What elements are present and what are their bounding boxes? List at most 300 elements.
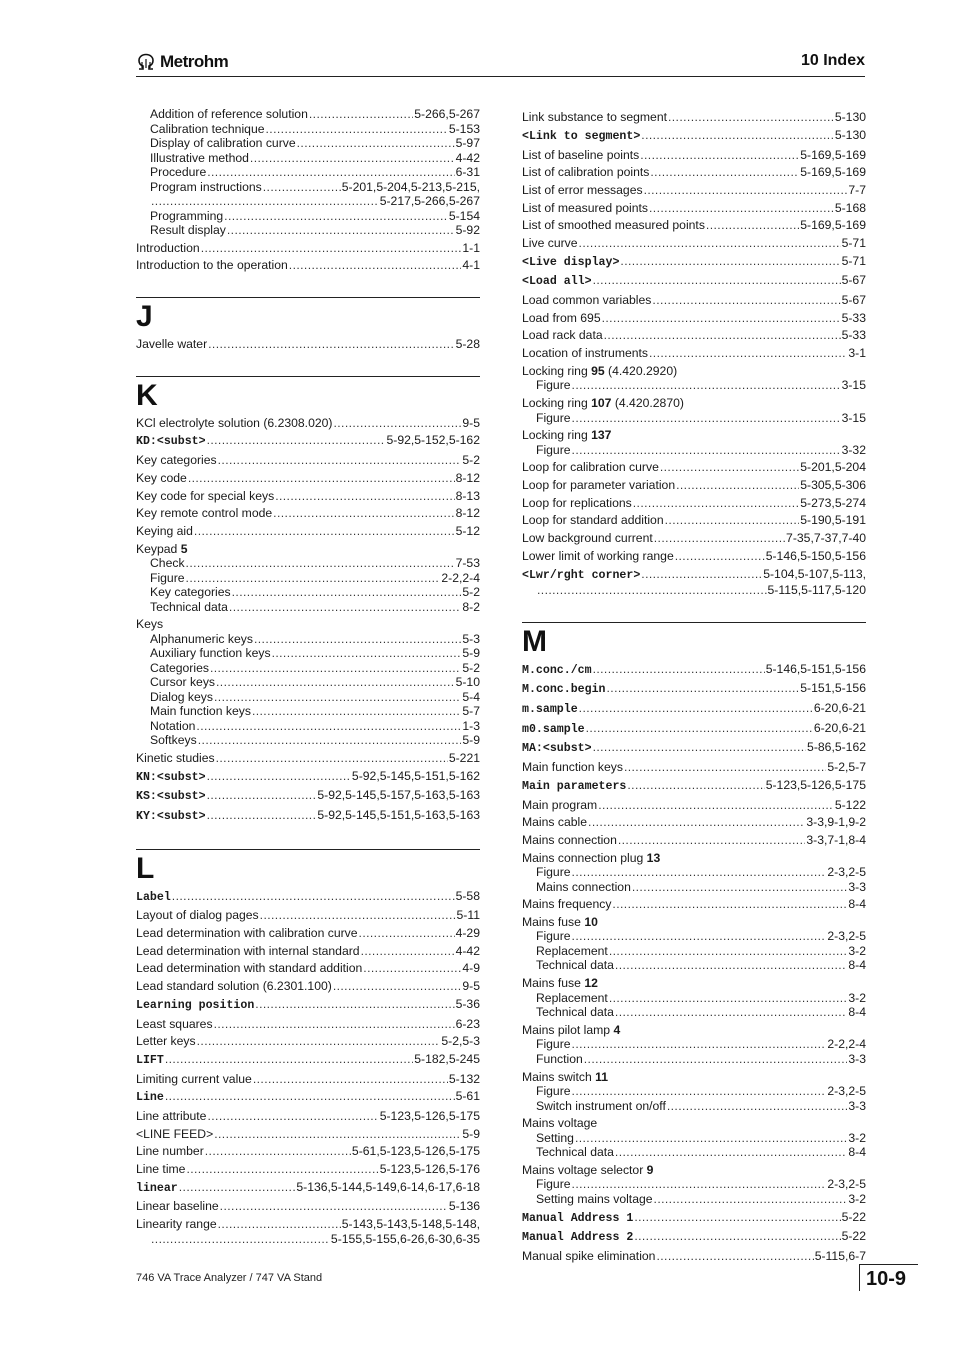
dot-leader — [179, 1180, 296, 1195]
part-number: (4.420.2870) — [611, 396, 684, 410]
dot-leader — [220, 1199, 448, 1214]
index-subentry — [522, 1145, 866, 1160]
dot-leader — [572, 1084, 827, 1099]
entry-term: Illustrative method — [150, 150, 249, 165]
index-subentry — [136, 733, 480, 748]
dot-leader — [186, 1162, 378, 1177]
entry-term: Line attribute — [136, 1108, 207, 1123]
entry-term: Keying aid — [136, 523, 193, 538]
item-number: 13 — [643, 850, 661, 865]
index-entry — [522, 1229, 866, 1246]
entry-pages: 5-10 — [455, 675, 480, 690]
index-entry — [136, 471, 480, 486]
index-subentry — [136, 632, 480, 647]
index-entry — [522, 815, 866, 830]
entry-pages: 5-22 — [841, 1229, 866, 1244]
index-entry — [136, 1017, 480, 1032]
index-subentry — [522, 944, 866, 959]
entry-pages: 3-3 — [848, 1051, 866, 1066]
dot-leader — [214, 1127, 461, 1142]
dot-leader — [649, 346, 847, 361]
entry-term: Key categories — [136, 453, 217, 468]
entry-pages: 1-3 — [462, 718, 480, 733]
entry-term: Technical data — [150, 599, 228, 614]
entry-pages: 5-115,6-7 — [814, 1248, 866, 1263]
entry-pages: 9-5 — [462, 979, 480, 994]
dot-leader — [572, 865, 827, 880]
dot-leader — [572, 378, 841, 393]
index-entry — [522, 496, 866, 511]
dot-leader — [218, 453, 462, 468]
index-entry — [522, 346, 866, 361]
entry-term: Main program — [522, 797, 598, 812]
entry-term: <LINE FEED> — [136, 1126, 214, 1141]
index-entry — [136, 1034, 480, 1049]
entry-term: Manual Address 1 — [522, 1211, 634, 1225]
entry-term: MA:<subst> — [522, 742, 592, 756]
dot-leader — [224, 209, 448, 224]
entry-pages: 5-2 — [462, 660, 480, 675]
dot-leader — [165, 1089, 455, 1104]
entry-pages: 5-122 — [834, 797, 866, 812]
entry-term: Load from 695 — [522, 310, 601, 325]
index-entry — [136, 889, 480, 906]
entry-pages: 2-3,2-5 — [827, 929, 866, 944]
index-subentry — [522, 1084, 866, 1099]
entry-term: Kinetic studies — [136, 750, 215, 765]
index-entry — [136, 416, 480, 431]
entry-pages: 5-115,5-117,5-120 — [767, 583, 866, 597]
index-entry — [522, 513, 866, 528]
dot-leader — [579, 701, 813, 716]
entry-term: Mains connection — [536, 879, 631, 894]
dot-leader — [633, 496, 800, 511]
dot-leader — [584, 1052, 848, 1067]
entry-term: Program instructions — [150, 179, 262, 194]
entry-pages: 5-123,5-126,5-175 — [765, 777, 866, 792]
dot-leader — [186, 571, 441, 586]
index-section-j — [136, 297, 480, 352]
entry-term: Figure — [536, 1037, 571, 1052]
index-subentry — [522, 1099, 866, 1114]
dot-leader — [289, 258, 462, 273]
index-entry — [136, 337, 480, 352]
entry-term: Calibration technique — [150, 121, 265, 136]
entry-pages: 3-15 — [841, 410, 866, 425]
entry-pages: 4-42 — [455, 150, 480, 165]
entry-term: Location of instruments — [522, 346, 649, 361]
dot-leader — [207, 165, 454, 180]
index-subentry — [522, 958, 866, 973]
entry-pages: 5-201,5-204 — [800, 460, 866, 475]
entry-pages: 3-15 — [841, 378, 866, 393]
dot-leader — [255, 997, 454, 1012]
dot-leader — [263, 180, 341, 195]
index-entry — [136, 1217, 480, 1232]
entry-term: Auxiliary function keys — [150, 646, 271, 661]
entry-term: Mains cable — [522, 815, 588, 830]
entry-term: Mains fuse 10 — [522, 914, 598, 929]
entry-term: Layout of dialog pages — [136, 908, 259, 923]
entry-pages: 3-3,7-1,8-4 — [806, 832, 866, 847]
omega-icon — [136, 53, 156, 71]
index-entry — [136, 1109, 480, 1124]
dot-leader — [361, 944, 455, 959]
index-entry — [522, 1023, 866, 1038]
index-entry — [136, 1199, 480, 1214]
dot-leader — [188, 471, 455, 486]
entry-term: <Lwr/rght corner> — [522, 568, 641, 582]
dot-leader — [194, 524, 455, 539]
entry-pages: 6-20,6-21 — [813, 701, 866, 716]
entry-term: Locking ring 137 — [522, 428, 612, 443]
entry-term: Alphanumeric keys — [150, 631, 253, 646]
entry-pages: 5-67 — [841, 273, 866, 288]
dot-leader — [232, 585, 462, 600]
item-number: 12 — [580, 976, 598, 991]
entry-term: Linearity range — [136, 1217, 217, 1232]
entry-term: Link substance to segment — [522, 110, 667, 125]
section-letter: J — [136, 299, 153, 333]
index-entry — [136, 1127, 480, 1142]
entry-term: Mains connection plug 13 — [522, 850, 661, 865]
dot-leader — [654, 1192, 848, 1207]
entry-pages: 8-12 — [455, 506, 480, 521]
dot-leader — [216, 751, 448, 766]
entry-pages: 2-3,2-5 — [827, 1177, 866, 1192]
footer-product: 746 VA Trace Analyzer / 747 VA Stand — [136, 1272, 323, 1284]
entry-term: Mains pilot lamp 4 — [522, 1022, 621, 1037]
entry-pages: 3-3 — [848, 1098, 866, 1113]
entry-term: Figure — [536, 410, 571, 425]
index-entry — [136, 961, 480, 976]
dot-leader — [656, 1249, 813, 1264]
dot-leader — [297, 136, 455, 151]
entry-pages: 5-123,5-126,5-176 — [379, 1162, 480, 1176]
index-subentry — [522, 443, 866, 458]
dot-leader — [208, 337, 454, 352]
entry-pages: 5-97 — [455, 136, 480, 150]
entry-pages: 5-168 — [834, 200, 866, 215]
dot-leader — [572, 411, 841, 426]
dot-leader — [615, 1005, 847, 1020]
index-entry — [522, 681, 866, 698]
index-entry — [522, 364, 866, 379]
dot-leader — [602, 311, 841, 326]
entry-term: Loop for parameter variation — [522, 478, 676, 493]
entry-pages: 8-4 — [848, 1145, 866, 1160]
dot-leader — [198, 733, 462, 748]
entry-term: Figure — [150, 570, 185, 585]
dot-leader — [333, 979, 462, 994]
index-subentry — [136, 151, 480, 166]
index-subentry — [522, 991, 866, 1006]
entry-pages: 5-136,5-144,5-149,6-14,6-17,6-18 — [296, 1179, 480, 1194]
entry-term: Categories — [150, 660, 209, 675]
entry-pages: 5-12 — [455, 523, 480, 538]
entry-term: m.sample — [522, 703, 578, 717]
entry-pages: 5-146,5-151,5-156 — [765, 661, 866, 676]
entry-pages: 5-169,5-169 — [800, 147, 866, 162]
item-number: 9 — [643, 1162, 654, 1177]
entry-term: Introduction to the operation — [136, 258, 288, 273]
section-letter: K — [136, 378, 158, 412]
index-entry — [522, 778, 866, 795]
dot-leader — [593, 273, 841, 288]
entry-term: Function — [536, 1051, 583, 1066]
entry-pages: 3-2 — [848, 990, 866, 1005]
index-entry — [522, 976, 866, 991]
entry-pages: 5-217,5-266,5-267 — [379, 194, 480, 208]
index-entry — [522, 293, 866, 308]
index-subentry — [522, 1052, 866, 1067]
dot-leader — [665, 513, 800, 528]
dot-leader — [201, 241, 462, 256]
entry-term: <Live display> — [522, 255, 620, 269]
entry-term: Mains frequency — [522, 897, 612, 912]
entry-pages: 5-305,5-306 — [800, 478, 866, 493]
dot-leader — [634, 1229, 840, 1244]
entry-pages: 5-130 — [834, 127, 866, 142]
index-entry — [522, 897, 866, 912]
index-subentry — [522, 1131, 866, 1146]
index-entry — [522, 1249, 866, 1264]
entry-pages: 5-153 — [448, 121, 480, 136]
index-entry — [522, 165, 866, 180]
entry-term: Letter keys — [136, 1034, 196, 1049]
entry-term: Softkeys — [150, 733, 197, 748]
entry-term: Low background current — [522, 531, 653, 546]
index-entry — [522, 1163, 866, 1178]
index-entry — [136, 997, 480, 1014]
entry-pages: 5-143,5-143,5-148,5-148, — [341, 1217, 480, 1232]
entry-term: Technical data — [536, 1145, 614, 1160]
entry-pages: 5-61 — [455, 1089, 480, 1104]
index-subentry — [136, 556, 480, 571]
entry-term: Lower limit of working range — [522, 548, 674, 563]
entry-term: Procedure — [150, 165, 207, 179]
index-subentry — [522, 1037, 866, 1052]
entry-pages: 7-35,7-37,7-40 — [786, 531, 866, 546]
dot-leader — [207, 1109, 378, 1124]
dot-leader — [676, 478, 799, 493]
entry-term: Main parameters — [522, 779, 627, 793]
entry-pages: 6-31 — [455, 165, 480, 179]
index-entry — [136, 788, 480, 805]
entry-term: Figure — [536, 1084, 571, 1098]
entry-term: Technical data — [536, 1005, 614, 1020]
entry-pages: 8-4 — [848, 897, 866, 912]
entry-pages: 8-4 — [848, 1005, 866, 1020]
index-entry — [522, 396, 866, 411]
entry-term: List of smoothed measured points — [522, 218, 705, 233]
entry-pages: 5-11 — [456, 908, 480, 923]
dot-leader — [309, 107, 413, 122]
index-entry — [522, 915, 866, 930]
dot-leader — [593, 740, 806, 755]
entry-term: Display of calibration curve — [150, 136, 296, 150]
index-entry — [522, 531, 866, 546]
entry-term: <Link to segment> — [522, 129, 641, 143]
index-entry — [522, 218, 866, 233]
index-subentry — [136, 661, 480, 676]
entry-term: Check — [150, 556, 185, 571]
entry-pages: 5-136 — [448, 1199, 480, 1214]
index-entry — [522, 760, 866, 775]
dot-leader — [632, 880, 848, 895]
index-entry — [522, 148, 866, 163]
dot-leader — [649, 201, 834, 216]
entry-pages: 5-130 — [834, 110, 866, 125]
item-number: 4 — [610, 1022, 621, 1037]
index-column-right — [522, 107, 866, 1263]
entry-term: Notation — [150, 718, 196, 733]
entry-term: List of baseline points — [522, 147, 640, 162]
brand-name: Metrohm — [160, 52, 229, 71]
dot-leader — [593, 662, 765, 677]
entry-term: Learning position — [136, 998, 255, 1012]
dot-leader — [207, 433, 386, 448]
entry-pages: 4-1 — [462, 258, 480, 273]
entry-pages: 5-2,5-7 — [827, 760, 866, 775]
entry-pages: 5-92,5-145,5-157,5-163,5-163 — [317, 788, 480, 803]
page-header — [136, 50, 865, 77]
entry-pages: 5-190,5-191 — [800, 513, 866, 528]
entry-pages: 5-266,5-267 — [414, 107, 480, 121]
index-entry — [136, 433, 480, 450]
index-subentry — [136, 571, 480, 586]
index-entry — [522, 1210, 866, 1227]
dot-leader — [275, 489, 454, 504]
entry-pages: 5-61,5-123,5-126,5-175 — [351, 1144, 480, 1159]
entry-pages: 5-92,5-145,5-151,5-163,5-163 — [317, 808, 480, 822]
index-entry — [522, 567, 866, 584]
dot-leader — [668, 110, 834, 125]
entry-term: Switch instrument on/off — [536, 1098, 666, 1113]
entry-term: Figure — [536, 929, 571, 944]
index-entry — [136, 1232, 480, 1247]
entry-term: Technical data — [536, 958, 614, 973]
entry-term: Figure — [536, 378, 571, 393]
entry-pages: 5-169,5-169 — [800, 165, 866, 180]
dot-leader — [607, 681, 800, 696]
entry-term: KS:<subst> — [136, 790, 206, 804]
entry-term: Javelle water — [136, 337, 208, 352]
entry-term: Key code for special keys — [136, 488, 275, 503]
dot-leader — [218, 1217, 341, 1232]
entry-term: Manual Address 2 — [522, 1231, 634, 1245]
item-number: 95 — [587, 363, 605, 378]
dot-leader — [579, 236, 841, 251]
entry-pages: 5-22 — [841, 1209, 866, 1224]
dot-leader — [660, 460, 799, 475]
index-subentry — [136, 136, 480, 151]
index-subentry — [136, 675, 480, 690]
entry-pages: 5-3 — [462, 631, 480, 646]
dot-leader — [214, 1017, 455, 1032]
dot-leader — [207, 808, 317, 823]
index-entry — [136, 1180, 480, 1197]
entry-term: Key categories — [150, 585, 231, 600]
dot-leader — [624, 760, 826, 775]
entry-pages: 5-92,5-145,5-151,5-162 — [351, 768, 480, 783]
entry-pages: 5-9 — [462, 1126, 480, 1141]
index-entry — [522, 740, 866, 757]
index-entry — [136, 926, 480, 941]
dot-leader — [609, 944, 848, 959]
index-entry — [522, 311, 866, 326]
entry-pages: 8-4 — [848, 958, 866, 973]
dot-leader — [572, 443, 841, 458]
entry-pages: 5-169,5-169 — [800, 218, 866, 233]
entry-pages: 5-273,5-274 — [800, 495, 866, 510]
dot-leader — [634, 1210, 840, 1225]
index-subentry — [136, 719, 480, 734]
entry-pages: 9-5 — [462, 415, 480, 430]
entry-pages: 5-9 — [462, 646, 480, 661]
dot-leader — [196, 719, 461, 734]
entry-term: KN:<subst> — [136, 770, 206, 784]
entry-pages: 3-3,9-1,9-2 — [806, 815, 866, 830]
index-entry — [136, 542, 480, 557]
dot-leader — [363, 961, 461, 976]
entry-pages: 5-7 — [462, 704, 480, 719]
entry-term: LIFT — [136, 1053, 164, 1067]
entry-term: Key remote control mode — [136, 506, 273, 521]
entry-pages: 2-3,2-5 — [827, 865, 866, 880]
entry-pages: 4-29 — [455, 926, 480, 941]
entry-pages: 6-20,6-21 — [813, 720, 866, 735]
dot-leader — [675, 549, 765, 564]
entry-pages: 5-92,5-152,5-162 — [386, 433, 480, 448]
entry-pages: 5-36 — [455, 996, 480, 1011]
entry-pages: 8-2 — [462, 599, 480, 614]
dot-leader — [615, 1145, 847, 1160]
index-entry — [136, 617, 480, 632]
index-entry — [136, 1144, 480, 1159]
index-entry — [136, 1089, 480, 1106]
index-entry — [136, 241, 480, 256]
entry-term: Loop for replications — [522, 495, 632, 510]
entry-pages: 5-67 — [841, 293, 866, 308]
entry-term: Locking ring 107 (4.420.2870) — [522, 396, 684, 410]
dot-leader — [210, 661, 461, 676]
index-subentry — [136, 122, 480, 137]
entry-term: Mains switch 11 — [522, 1069, 609, 1084]
dot-leader — [227, 223, 455, 238]
dot-leader — [253, 1072, 448, 1087]
entry-term: Introduction — [136, 240, 200, 255]
dot-leader — [205, 1144, 351, 1159]
entry-term: List of error messages — [522, 182, 643, 197]
entry-term: Locking ring 95 (4.420.2920) — [522, 363, 678, 378]
index-subentry — [522, 1177, 866, 1192]
entry-term: Dialog keys — [150, 689, 213, 704]
entry-term: Label — [136, 890, 171, 904]
dot-leader — [165, 1052, 413, 1067]
index-entry — [522, 183, 866, 198]
entry-pages: 5-2 — [462, 585, 480, 600]
index-entry — [522, 721, 866, 738]
index-entry — [522, 1116, 866, 1131]
entry-pages: 7-7 — [848, 182, 866, 197]
index-subentry — [136, 690, 480, 705]
dot-leader — [618, 833, 806, 848]
dot-leader — [207, 788, 317, 803]
index-entry — [522, 128, 866, 145]
dot-leader — [620, 254, 840, 269]
entry-term: Setting — [536, 1130, 574, 1145]
